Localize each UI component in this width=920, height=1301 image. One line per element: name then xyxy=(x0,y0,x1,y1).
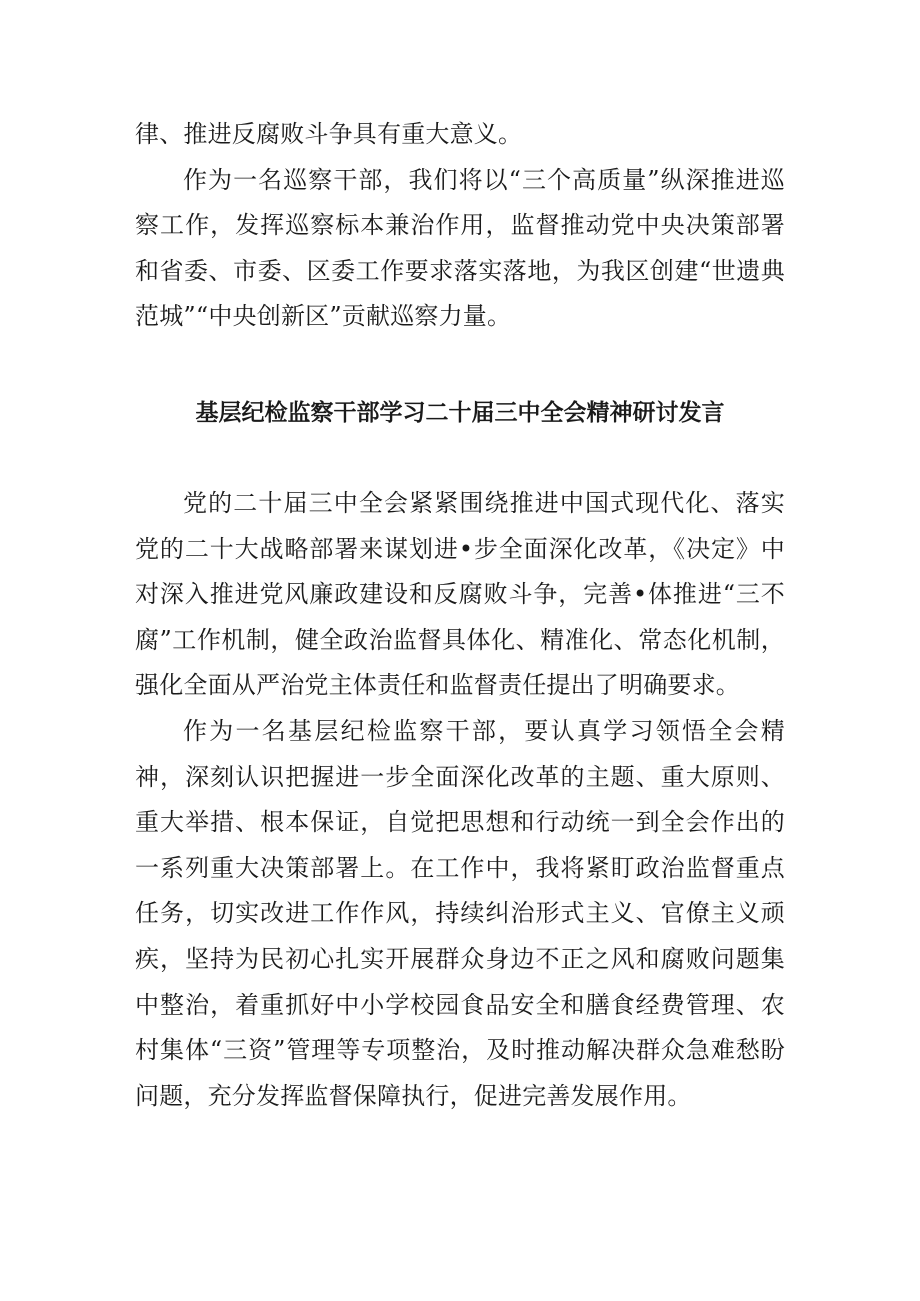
paragraph-continuation: 律、推进反腐败斗争具有重大意义。 xyxy=(135,120,523,148)
paragraph-grassroots-cadre: 作为一名基层纪检监察干部，要认真学习领悟全会精神，深刻认识把握进一步全面深化改革的主题、重大原则、重大举措、根本保证，自觉把思想和行动统一到全会作出的一系列重大决策部署上。在工作中，我将紧盯政治监督重点任务，切实改进工作作风，持续纠治形式主义、官僚主义顽疾，坚持为民初心扎实开展群众身边不正之风和腐败问题集中整治，着重抓好中小学校园食品安全和膳食经费管理、农村集体“三资”管理等专项整治，及时推动解决群众急难愁盼问题，充分发挥监督保障执行，促进完善发展作用。 xyxy=(135,716,785,1110)
section-title: 基层纪检监察干部学习二十届三中全会精神研讨发言 xyxy=(195,399,725,426)
paragraph-plenum-summary: 党的二十届三中全会紧紧围绕推进中国式现代化、落实党的二十大战略部署来谋划进•步全面深化改革，《决定》中对深入推进党风廉政建设和反腐败斗争，完善•体推进“三不腐”工作机制，健全政治监督具体化、精准化、常态化机制，强化全面从严治党主体责任和监督责任提出了明确要求。 xyxy=(135,488,785,700)
document-body xyxy=(135,112,785,1119)
paragraph-inspection-cadre: 作为一名巡察干部，我们将以“三个高质量”纵深推进巡察工作，发挥巡察标本兼治作用，监督推动党中央决策部署和省委、市委、区委工作要求落实落地，为我区创建“世遗典范城”“中央创新区”贡献巡察力量。 xyxy=(135,165,785,331)
